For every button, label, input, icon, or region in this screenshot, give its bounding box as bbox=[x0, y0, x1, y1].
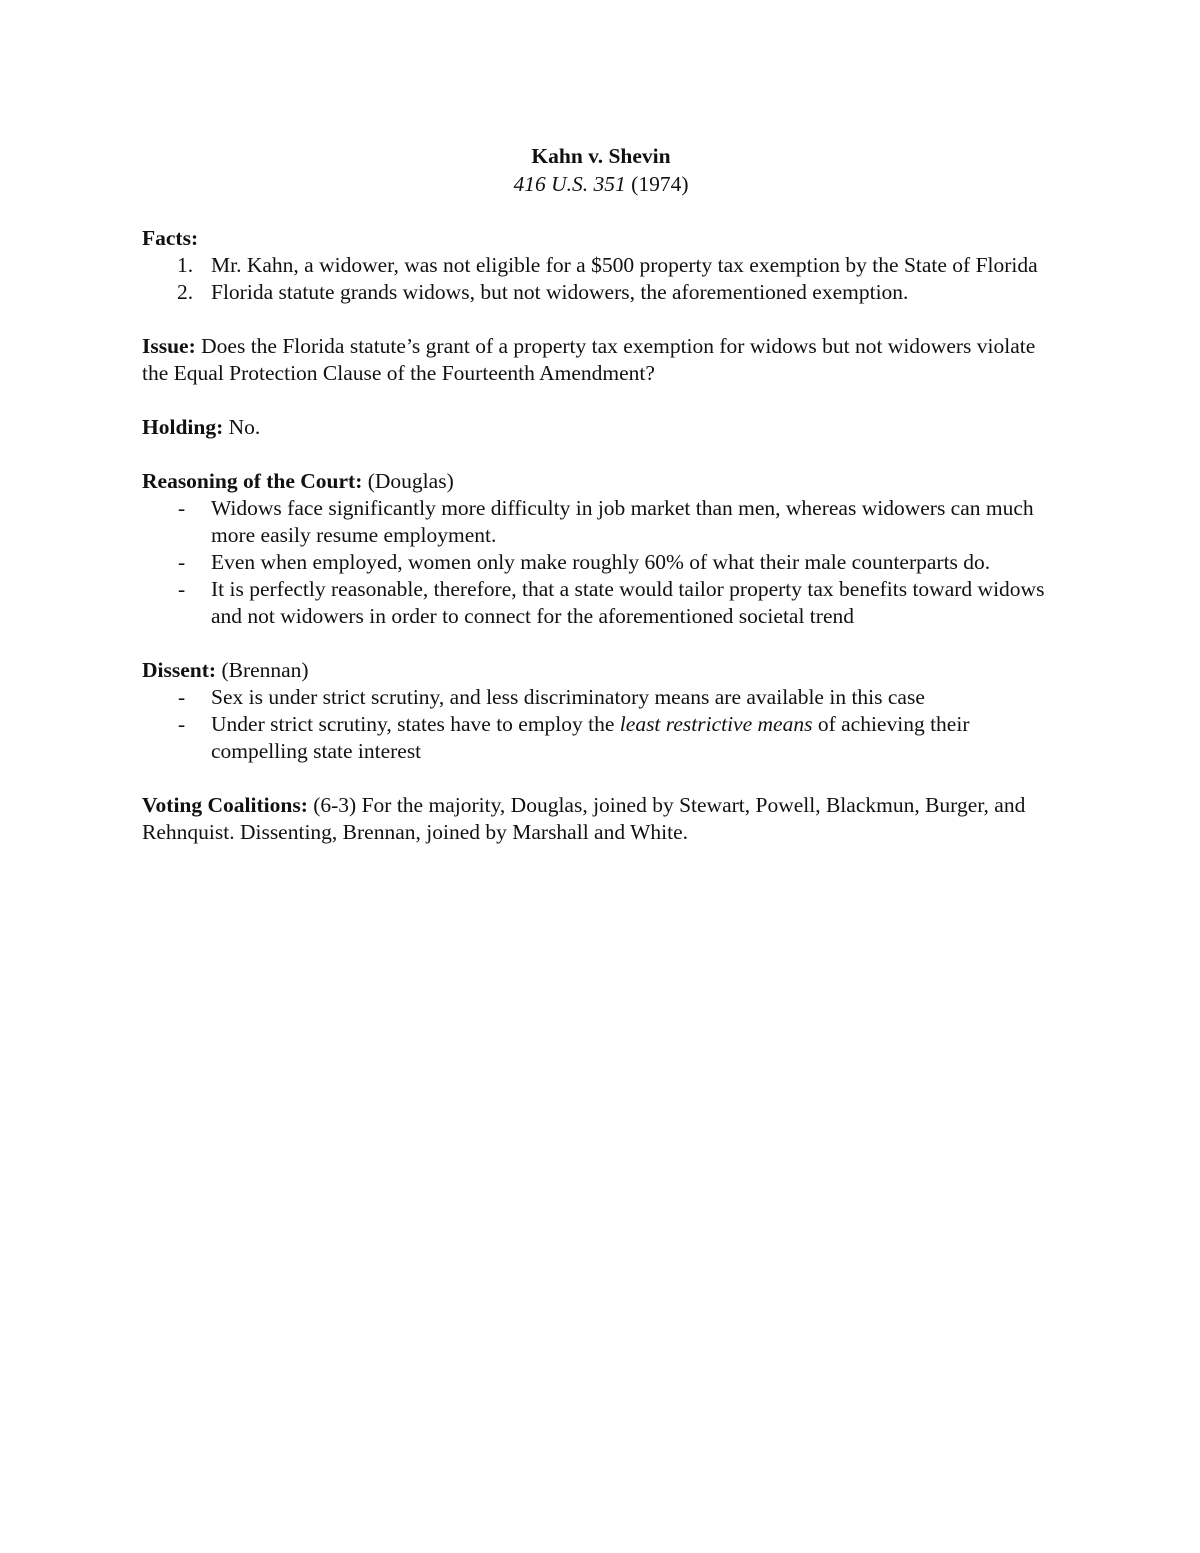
bullet-dash: - bbox=[178, 577, 186, 601]
facts-list bbox=[142, 252, 1060, 306]
fact-item bbox=[142, 279, 1060, 306]
reasoning-section bbox=[142, 468, 1060, 630]
holding-paragraph bbox=[142, 414, 1060, 441]
dissent-item bbox=[142, 711, 1060, 765]
voting-label: Voting Coalitions: bbox=[142, 793, 308, 817]
bullet-dash: - bbox=[178, 550, 186, 574]
bullet-dash: - bbox=[178, 712, 186, 736]
reasoning-list bbox=[142, 495, 1060, 630]
issue-label: Issue: bbox=[142, 334, 196, 358]
dissent-heading bbox=[142, 657, 1060, 684]
dissent-text-after: of achieving their compelling state interest bbox=[211, 712, 970, 763]
facts-section bbox=[142, 225, 1060, 306]
case-citation bbox=[142, 170, 1060, 198]
case-title: Kahn v. Shevin bbox=[531, 144, 671, 168]
holding-text: No. bbox=[228, 415, 261, 439]
voting-section bbox=[142, 792, 1060, 846]
holding-section bbox=[142, 414, 1060, 441]
issue-paragraph bbox=[142, 333, 1060, 387]
case-reporter: 416 U.S. 351 bbox=[513, 172, 626, 196]
reasoning-item bbox=[142, 576, 1060, 630]
reasoning-author: (Douglas) bbox=[367, 469, 454, 493]
dissent-author: (Brennan) bbox=[221, 658, 309, 682]
document-page bbox=[142, 142, 1060, 873]
reasoning-heading bbox=[142, 468, 1060, 495]
holding-label: Holding: bbox=[142, 415, 224, 439]
reasoning-text: It is perfectly reasonable, therefore, that a state would tailor property tax benefits toward widows and not widowers in order to connect for the aforementioned societal trend bbox=[211, 577, 1045, 628]
voting-text: (6-3) For the majority, Douglas, joined by Stewart, Powell, Blackmun, Burger, and Rehnquist. Dissenting, Brennan, joined by Marshall and White. bbox=[142, 793, 1026, 844]
voting-paragraph bbox=[142, 792, 1060, 846]
reasoning-item bbox=[142, 495, 1060, 549]
facts-label: Facts: bbox=[142, 226, 199, 250]
fact-number: 1. bbox=[177, 253, 194, 277]
dissent-item bbox=[142, 684, 1060, 711]
dissent-text-before: Under strict scrutiny, states have to employ the bbox=[211, 712, 620, 736]
reasoning-label: Reasoning of the Court: bbox=[142, 469, 363, 493]
bullet-dash: - bbox=[178, 496, 186, 520]
fact-text: Florida statute grands widows, but not widowers, the aforementioned exemption. bbox=[211, 280, 909, 304]
dissent-text: Sex is under strict scrutiny, and less discriminatory means are available in this case bbox=[211, 685, 925, 709]
dissent-section bbox=[142, 657, 1060, 765]
dissent-label: Dissent: bbox=[142, 658, 217, 682]
fact-number: 2. bbox=[177, 280, 194, 304]
reasoning-item bbox=[142, 549, 1060, 576]
bullet-dash: - bbox=[178, 685, 186, 709]
issue-section bbox=[142, 333, 1060, 387]
fact-item bbox=[142, 252, 1060, 279]
dissent-list bbox=[142, 684, 1060, 765]
reasoning-text: Even when employed, women only make roughly 60% of what their male counterparts do. bbox=[211, 550, 991, 574]
case-year: (1974) bbox=[631, 172, 689, 196]
dissent-emphasis: least restrictive means bbox=[619, 712, 813, 736]
issue-text: Does the Florida statute’s grant of a property tax exemption for widows but not widowers violate the Equal Protection Clause of the Fourteenth Amendment? bbox=[142, 334, 1036, 385]
reasoning-text: Widows face significantly more difficulty in job market than men, whereas widowers can much more easily resume employment. bbox=[211, 496, 1034, 547]
fact-text: Mr. Kahn, a widower, was not eligible for a $500 property tax exemption by the State of Florida bbox=[211, 253, 1038, 277]
